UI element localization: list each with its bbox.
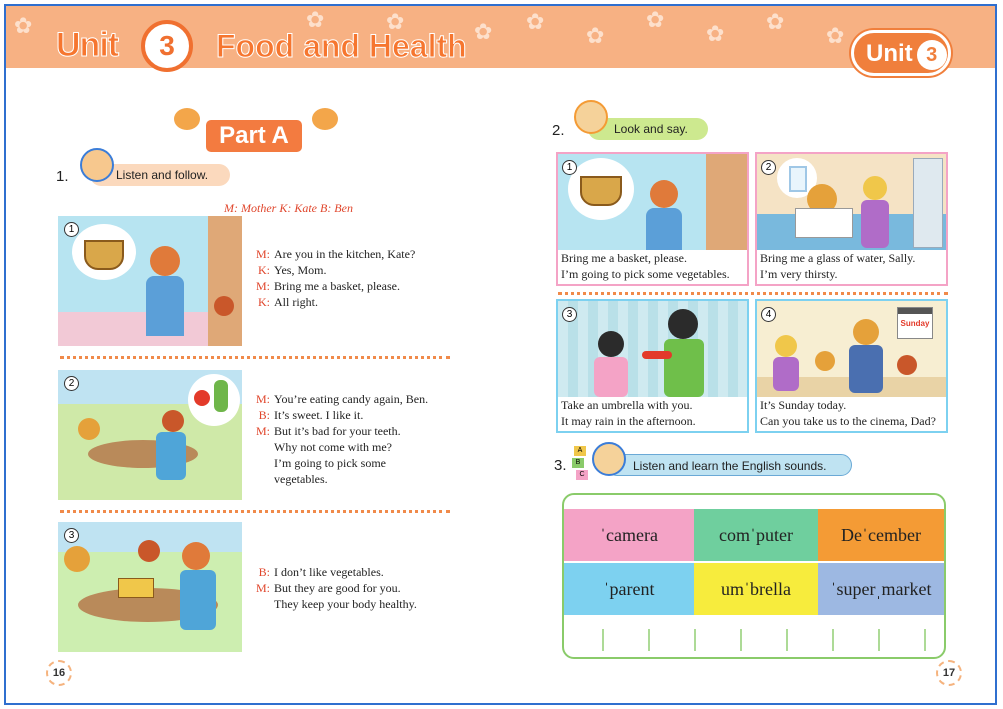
- mascot-icon: [80, 148, 114, 182]
- cast-list: M: Mother K: Kate B: Ben: [224, 201, 353, 215]
- scene-number: 1: [64, 222, 79, 237]
- basket-icon: [84, 240, 124, 270]
- scene-illustration: [58, 370, 242, 500]
- panel-caption: Bring me a basket, please. I’m going to pick some vegetables.: [561, 251, 730, 281]
- flower-icon: ✿: [826, 24, 845, 49]
- panel-illustration: [558, 154, 747, 250]
- section-number: 3.: [554, 457, 567, 474]
- instruction-text: Listen and learn the English sounds.: [633, 459, 827, 473]
- section-number: 1.: [56, 168, 69, 185]
- instruction-text: Look and say.: [614, 122, 688, 136]
- panel-number: 1: [562, 160, 577, 175]
- panel-caption: It’s Sunday today. Can you take us to the cinema, Dad?: [760, 398, 936, 428]
- dialogue-line: K: All right.: [258, 295, 318, 309]
- book-spread: [4, 4, 997, 705]
- sounds-board: [562, 493, 946, 659]
- cabbage-icon: [214, 380, 228, 412]
- calendar-label: Sunday: [900, 319, 930, 328]
- bird-icon: [174, 108, 200, 130]
- dialogue-line: M: Bring me a basket, please.: [255, 279, 400, 293]
- dialogue-block: [254, 564, 417, 612]
- unit-title: Food and Health: [216, 28, 467, 64]
- panel-number: 4: [761, 307, 776, 322]
- look-say-panel: [556, 152, 749, 286]
- word-cell: comˈputer: [694, 509, 818, 561]
- dialogue-line: Why not come with me?: [274, 440, 392, 454]
- tomato-icon: [194, 390, 210, 406]
- scene-illustration: [58, 522, 242, 652]
- dialogue-line: M: You’re eating candy again, Ben.: [255, 392, 429, 406]
- flower-icon: ✿: [766, 10, 785, 35]
- water-dispenser: [913, 158, 943, 248]
- unit-number-badge: 3: [141, 20, 193, 72]
- glass-icon: [789, 166, 807, 192]
- unit-label: Unit: [56, 26, 119, 64]
- panel-illustration: [558, 301, 747, 397]
- dialogue-line: They keep your body healthy.: [274, 597, 417, 611]
- flower-icon: ✿: [306, 8, 325, 33]
- panel-illustration: [757, 301, 946, 397]
- calendar-icon: [897, 307, 933, 339]
- flower-icon: ✿: [386, 10, 405, 35]
- letter-card-b: B: [572, 458, 584, 468]
- word-cell: ˈcamera: [564, 509, 694, 561]
- dialogue-line: M: But it’s bad for your teeth.: [255, 424, 401, 438]
- section-number: 2.: [552, 122, 565, 139]
- dialogue-line: B: It’s sweet. I like it.: [258, 408, 364, 422]
- part-label: Part A: [206, 120, 302, 152]
- letter-card-a: A: [574, 446, 586, 456]
- panel-illustration: [757, 154, 946, 250]
- panel-caption: Take an umbrella with you. It may rain in the afternoon.: [561, 398, 696, 428]
- newspaper: [795, 208, 853, 238]
- scene-illustration: [58, 216, 242, 346]
- mascot-icon: [592, 442, 626, 476]
- word-cell: ˈparent: [564, 563, 694, 615]
- look-say-panel: [755, 299, 948, 433]
- word-cell: ˈsuperˌmarket: [818, 563, 944, 615]
- panel-number: 2: [761, 160, 776, 175]
- scene-number: 3: [64, 528, 79, 543]
- instruction-text: Listen and follow.: [116, 168, 209, 182]
- dialogue-line: M: But they are good for you.: [255, 581, 401, 595]
- dialogue-line: I’m going to pick some: [274, 456, 386, 470]
- look-say-panel: [556, 299, 749, 433]
- flower-icon: ✿: [646, 8, 665, 33]
- divider: [60, 356, 450, 359]
- basket-icon: [118, 578, 154, 598]
- unit-tab-label: Unit: [866, 40, 913, 67]
- flower-icon: ✿: [474, 20, 493, 45]
- word-cell: umˈbrella: [694, 563, 818, 615]
- mascot-icon: [574, 100, 608, 134]
- dialogue-line: vegetables.: [274, 472, 328, 486]
- dialogue-line: M: Are you in the kitchen, Kate?: [255, 247, 416, 261]
- page-number: 16: [46, 660, 72, 686]
- dialogue-block: [254, 246, 415, 310]
- flower-icon: ✿: [14, 14, 33, 39]
- flower-icon: ✿: [586, 24, 605, 49]
- basket-icon: [580, 176, 622, 206]
- divider: [60, 510, 450, 513]
- instruction-pill: [606, 454, 852, 476]
- umbrella-icon: [642, 351, 672, 359]
- grass-decoration: [574, 629, 934, 651]
- flower-icon: ✿: [706, 22, 725, 47]
- page-number: 17: [936, 660, 962, 686]
- panel-caption: Bring me a glass of water, Sally. I’m very thirsty.: [760, 251, 916, 281]
- bird-icon: [312, 108, 338, 130]
- look-say-panel: [755, 152, 948, 286]
- dialogue-line: B: I don’t like vegetables.: [258, 565, 384, 579]
- unit-tab-number: 3: [917, 40, 947, 70]
- scene-number: 2: [64, 376, 79, 391]
- divider: [558, 292, 948, 295]
- word-cell: Deˈcember: [818, 509, 944, 561]
- unit-tab-right: [851, 30, 951, 76]
- letter-card-c: C: [576, 470, 588, 480]
- dialogue-line: K: Yes, Mom.: [258, 263, 327, 277]
- panel-number: 3: [562, 307, 577, 322]
- dialogue-block: [254, 391, 428, 487]
- flower-icon: ✿: [526, 10, 545, 35]
